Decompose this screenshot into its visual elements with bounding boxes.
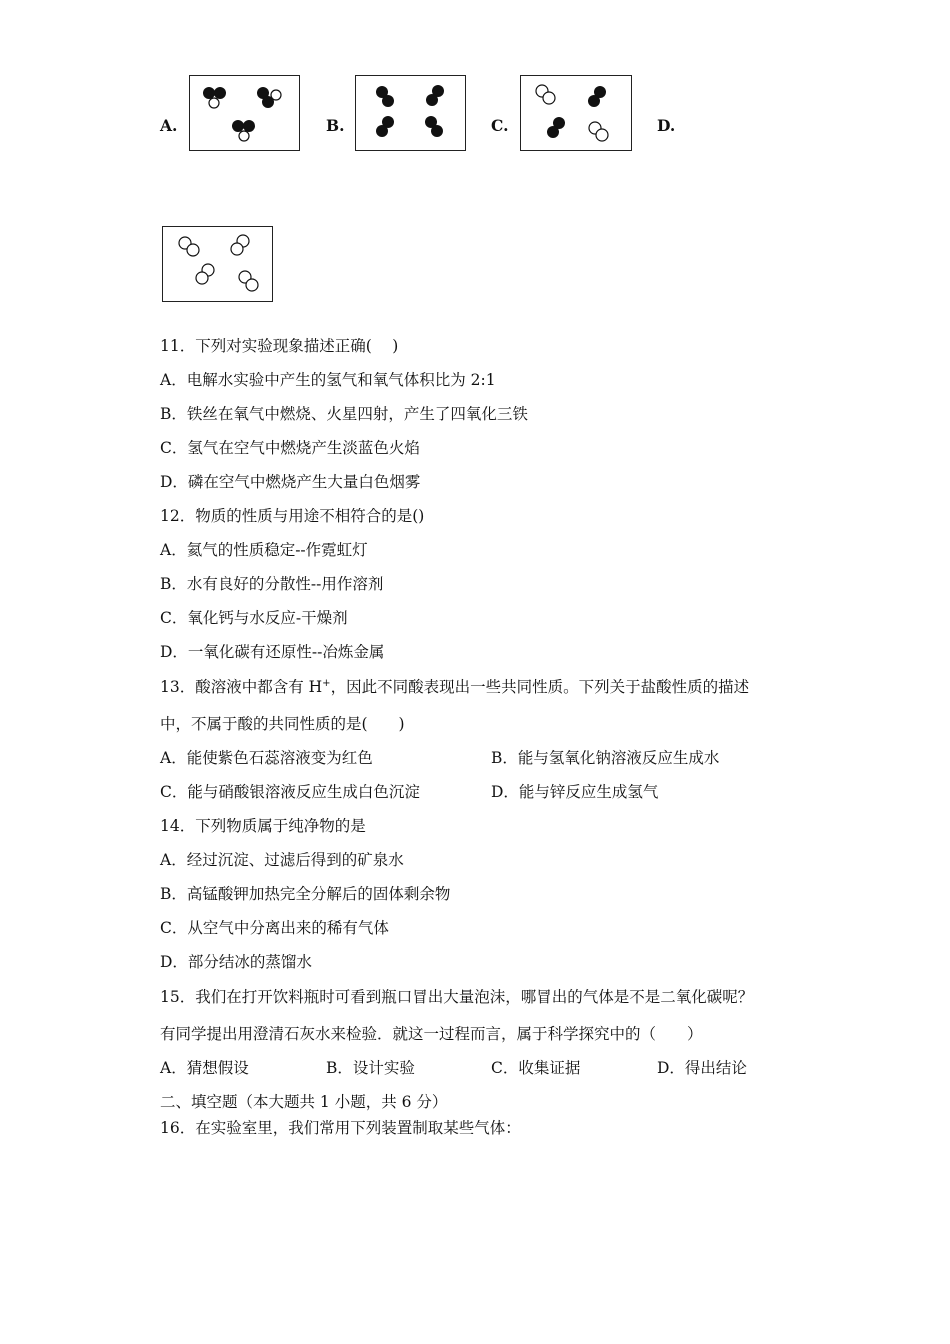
option-a-label: A. — [160, 116, 178, 135]
molecule-diagram-d — [162, 226, 273, 302]
q11-option-d: D．磷在空气中燃烧产生大量白色烟雾 — [160, 473, 421, 491]
q13-stem — [160, 677, 749, 697]
q15-option-b: B．设计实验 — [326, 1059, 415, 1077]
q11-option-b: B．铁丝在氧气中燃烧、火星四射，产生了四氧化三铁 — [160, 405, 528, 423]
q13-option-a: A．能使紫色石蕊溶液变为红色 — [160, 749, 373, 767]
q15-stem-line2: 有同学提出用澄清石灰水来检验．就这一过程而言，属于科学探究中的（ ） — [160, 1025, 703, 1043]
option-c-label: C. — [491, 116, 509, 135]
q12-option-d: D．一氧化碳有还原性--冶炼金属 — [160, 643, 385, 661]
q13-option-b: B．能与氢氧化钠溶液反应生成水 — [491, 749, 720, 767]
q11-option-c: C．氢气在空气中燃烧产生淡蓝色火焰 — [160, 439, 420, 457]
q14-option-c: C．从空气中分离出来的稀有气体 — [160, 919, 389, 937]
q14-option-b: B．高锰酸钾加热完全分解后的固体剩余物 — [160, 885, 451, 903]
q14-option-d: D．部分结冰的蒸馏水 — [160, 953, 312, 971]
q15-option-a: A．猜想假设 — [160, 1059, 249, 1077]
q13-stem-sup: + — [322, 677, 331, 689]
q13-stem-post: ，因此不同酸表现出一些共同性质。下列关于盐酸性质的描述 — [330, 678, 750, 696]
q12-stem: 12．物质的性质与用途不相符合的是() — [160, 507, 425, 525]
q14-stem: 14．下列物质属于纯净物的是 — [160, 817, 366, 835]
q12-option-b: B．水有良好的分散性--用作溶剂 — [160, 575, 384, 593]
option-d-label: D. — [657, 116, 676, 135]
option-b-label: B. — [326, 116, 345, 135]
section-heading: 二、填空题（本大题共 1 小题，共 6 分） — [160, 1093, 448, 1111]
q16-stem: 16．在实验室里，我们常用下列装置制取某些气体： — [160, 1119, 521, 1137]
molecule-diagram-c — [520, 75, 632, 151]
molecule-diagram-a — [189, 75, 300, 151]
q15-stem: 15．我们在打开饮料瓶时可看到瓶口冒出大量泡沫，哪冒出的气体是不是二氧化碳呢？ — [160, 988, 754, 1006]
q15-option-d: D．得出结论 — [657, 1059, 747, 1077]
q12-option-a: A．氦气的性质稳定--作霓虹灯 — [160, 541, 368, 559]
q11-option-a: A．电解水实验中产生的氢气和氧气体积比为 2:1 — [160, 371, 496, 389]
q15-option-c: C．收集证据 — [491, 1059, 581, 1077]
q13-option-d: D．能与锌反应生成氢气 — [491, 783, 659, 801]
q13-stem-line2: 中，不属于酸的共同性质的是( ) — [160, 715, 405, 733]
q12-option-c: C．氧化钙与水反应-干燥剂 — [160, 609, 348, 627]
q13-option-c: C．能与硝酸银溶液反应生成白色沉淀 — [160, 783, 420, 801]
q14-option-a: A．经过沉淀、过滤后得到的矿泉水 — [160, 851, 404, 869]
q11-stem: 11．下列对实验现象描述正确( ) — [160, 337, 399, 355]
molecule-diagram-b — [355, 75, 466, 151]
q13-stem-pre: 13．酸溶液中都含有 H — [160, 678, 323, 696]
